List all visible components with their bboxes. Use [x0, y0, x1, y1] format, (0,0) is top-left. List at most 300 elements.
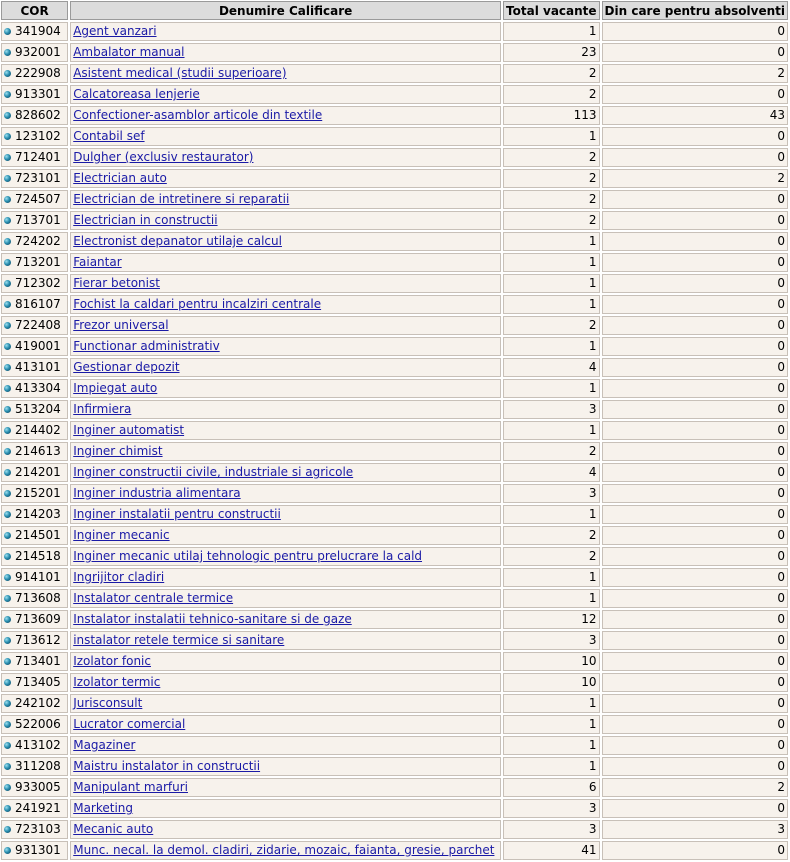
cor-code: 222908: [15, 66, 61, 80]
absolventi-cell: 0: [602, 127, 788, 146]
cor-cell: [1, 568, 68, 587]
table-row: [1, 778, 788, 797]
name-cell: [70, 85, 501, 104]
absolventi-cell: 0: [602, 421, 788, 440]
total-cell: 1: [503, 337, 600, 356]
table-row: [1, 463, 788, 482]
cor-code: 713701: [15, 213, 61, 227]
name-cell: [70, 610, 501, 629]
qualification-link[interactable]: Inginer industria alimentara: [73, 486, 241, 500]
header-name: Denumire Calificare: [70, 1, 501, 20]
name-cell: [70, 841, 501, 860]
absolventi-cell: 0: [602, 148, 788, 167]
table-row: [1, 694, 788, 713]
total-cell: 1: [503, 295, 600, 314]
cor-code: 713405: [15, 675, 61, 689]
total-cell: 2: [503, 190, 600, 209]
name-cell: [70, 505, 501, 524]
qualification-link[interactable]: Inginer chimist: [73, 444, 163, 458]
absolventi-cell: 3: [602, 820, 788, 839]
name-cell: [70, 316, 501, 335]
cor-code: 932001: [15, 45, 61, 59]
header-total: Total vacante: [503, 1, 600, 20]
qualification-link[interactable]: Jurisconsult: [73, 696, 143, 710]
table-row: [1, 610, 788, 629]
absolventi-cell: 43: [602, 106, 788, 125]
table-row: [1, 358, 788, 377]
cor-cell: [1, 316, 68, 335]
cor-cell: [1, 85, 68, 104]
cor-cell: [1, 148, 68, 167]
qualification-link[interactable]: Inginer mecanic: [73, 528, 170, 542]
cor-code: 713401: [15, 654, 61, 668]
cor-cell: [1, 295, 68, 314]
cor-cell: [1, 820, 68, 839]
name-cell: [70, 652, 501, 671]
cor-code: 413101: [15, 360, 61, 374]
bullet-icon: [4, 259, 11, 266]
qualification-link[interactable]: Manipulant marfuri: [73, 780, 188, 794]
bullet-icon: [4, 490, 11, 497]
bullet-icon: [4, 448, 11, 455]
qualification-link[interactable]: Inginer automatist: [73, 423, 185, 437]
table-row: [1, 85, 788, 104]
bullet-icon: [4, 805, 11, 812]
total-cell: 4: [503, 358, 600, 377]
name-cell: [70, 22, 501, 41]
cor-cell: [1, 358, 68, 377]
absolventi-cell: 0: [602, 85, 788, 104]
bullet-icon: [4, 763, 11, 770]
table-row: [1, 526, 788, 545]
name-cell: [70, 757, 501, 776]
qualification-link[interactable]: Gestionar depozit: [73, 360, 180, 374]
qualification-link[interactable]: Mecanic auto: [73, 822, 154, 836]
cor-cell: [1, 631, 68, 650]
cor-code: 419001: [15, 339, 61, 353]
qualification-link[interactable]: Fochist la caldari pentru incalziri centrale: [73, 297, 322, 311]
name-cell: [70, 148, 501, 167]
absolventi-cell: 0: [602, 715, 788, 734]
cor-cell: [1, 673, 68, 692]
total-cell: 3: [503, 631, 600, 650]
bullet-icon: [4, 49, 11, 56]
qualification-link[interactable]: Magaziner: [73, 738, 136, 752]
absolventi-cell: 0: [602, 43, 788, 62]
table-row: [1, 379, 788, 398]
header-row: [1, 1, 788, 20]
header-absolventi: Din care pentru absolventi: [602, 1, 788, 20]
cor-cell: [1, 253, 68, 272]
absolventi-cell: 0: [602, 841, 788, 860]
cor-cell: [1, 22, 68, 41]
bullet-icon: [4, 742, 11, 749]
cor-code: 215201: [15, 486, 61, 500]
cor-cell: [1, 169, 68, 188]
cor-cell: [1, 610, 68, 629]
name-cell: [70, 799, 501, 818]
total-cell: 3: [503, 484, 600, 503]
qualification-link[interactable]: Asistent medical (studii superioare): [73, 66, 287, 80]
absolventi-cell: 0: [602, 736, 788, 755]
qualification-link[interactable]: Marketing: [73, 801, 134, 815]
name-cell: [70, 442, 501, 461]
bullet-icon: [4, 301, 11, 308]
table-row: [1, 22, 788, 41]
qualification-link[interactable]: Functionar administrativ: [73, 339, 220, 353]
absolventi-cell: 0: [602, 631, 788, 650]
cor-cell: [1, 547, 68, 566]
qualification-link[interactable]: instalator retele termice si sanitare: [73, 633, 285, 647]
name-cell: [70, 379, 501, 398]
qualification-link[interactable]: Calcatoreasa lenjerie: [73, 87, 200, 101]
total-cell: 1: [503, 274, 600, 293]
cor-code: 724202: [15, 234, 61, 248]
bullet-icon: [4, 154, 11, 161]
total-cell: 3: [503, 400, 600, 419]
bullet-icon: [4, 574, 11, 581]
bullet-icon: [4, 175, 11, 182]
cor-code: 522006: [15, 717, 61, 731]
cor-code: 214501: [15, 528, 61, 542]
total-cell: 2: [503, 547, 600, 566]
absolventi-cell: 0: [602, 547, 788, 566]
bullet-icon: [4, 385, 11, 392]
cor-cell: [1, 694, 68, 713]
cor-cell: [1, 841, 68, 860]
cor-cell: [1, 526, 68, 545]
qualification-link[interactable]: Agent vanzari: [73, 24, 157, 38]
cor-cell: [1, 274, 68, 293]
bullet-icon: [4, 679, 11, 686]
qualification-link[interactable]: Infirmiera: [73, 402, 132, 416]
total-cell: 2: [503, 526, 600, 545]
cor-cell: [1, 463, 68, 482]
absolventi-cell: 0: [602, 253, 788, 272]
total-cell: 2: [503, 316, 600, 335]
name-cell: [70, 526, 501, 545]
total-cell: 41: [503, 841, 600, 860]
bullet-icon: [4, 406, 11, 413]
qualification-link[interactable]: Inginer mecanic utilaj tehnologic pentru prelucrare la cald: [73, 549, 423, 563]
table-row: [1, 652, 788, 671]
bullet-icon: [4, 112, 11, 119]
absolventi-cell: 0: [602, 190, 788, 209]
cor-code: 722408: [15, 318, 61, 332]
qualification-link[interactable]: Izolator fonic: [73, 654, 151, 668]
cor-cell: [1, 379, 68, 398]
total-cell: 1: [503, 253, 600, 272]
bullet-icon: [4, 847, 11, 854]
qualification-link[interactable]: Instalator instalatii tehnico-sanitare si de gaze: [73, 612, 352, 626]
table-row: [1, 274, 788, 293]
absolventi-cell: 0: [602, 295, 788, 314]
bullet-icon: [4, 70, 11, 77]
cor-cell: [1, 442, 68, 461]
cor-code: 214613: [15, 444, 61, 458]
name-cell: [70, 211, 501, 230]
cor-cell: [1, 778, 68, 797]
total-cell: 1: [503, 22, 600, 41]
qualification-link[interactable]: Electronist depanator utilaje calcul: [73, 234, 282, 248]
cor-cell: [1, 211, 68, 230]
cor-cell: [1, 127, 68, 146]
name-cell: [70, 400, 501, 419]
absolventi-cell: 0: [602, 22, 788, 41]
table-row: [1, 106, 788, 125]
name-cell: [70, 253, 501, 272]
total-cell: 1: [503, 505, 600, 524]
absolventi-cell: 0: [602, 379, 788, 398]
cor-cell: [1, 421, 68, 440]
table-row: [1, 316, 788, 335]
table-row: [1, 253, 788, 272]
qualification-link[interactable]: Fierar betonist: [73, 276, 160, 290]
table-row: [1, 148, 788, 167]
table-row: [1, 736, 788, 755]
cor-code: 214201: [15, 465, 61, 479]
bullet-icon: [4, 238, 11, 245]
total-cell: 4: [503, 463, 600, 482]
total-cell: 10: [503, 673, 600, 692]
cor-code: 413304: [15, 381, 61, 395]
cor-cell: [1, 505, 68, 524]
cor-cell: [1, 106, 68, 125]
name-cell: [70, 190, 501, 209]
cor-code: 311208: [15, 759, 61, 773]
name-cell: [70, 337, 501, 356]
table-row: [1, 757, 788, 776]
qualification-link[interactable]: Maistru instalator in constructii: [73, 759, 261, 773]
cor-code: 723103: [15, 822, 61, 836]
name-cell: [70, 106, 501, 125]
bullet-icon: [4, 658, 11, 665]
cor-code: 513204: [15, 402, 61, 416]
total-cell: 1: [503, 694, 600, 713]
table-row: [1, 568, 788, 587]
name-cell: [70, 715, 501, 734]
absolventi-cell: 0: [602, 526, 788, 545]
bullet-icon: [4, 784, 11, 791]
cor-cell: [1, 190, 68, 209]
cor-cell: [1, 337, 68, 356]
table-row: [1, 505, 788, 524]
cor-cell: [1, 736, 68, 755]
header-cor: COR: [1, 1, 68, 20]
cor-code: 724507: [15, 192, 61, 206]
qualification-link[interactable]: Inginer constructii civile, industriale si agricole: [73, 465, 354, 479]
bullet-icon: [4, 28, 11, 35]
total-cell: 2: [503, 442, 600, 461]
absolventi-cell: 0: [602, 358, 788, 377]
table-row: [1, 442, 788, 461]
bullet-icon: [4, 427, 11, 434]
name-cell: [70, 673, 501, 692]
table-row: [1, 421, 788, 440]
absolventi-cell: 0: [602, 232, 788, 251]
cor-code: 723101: [15, 171, 61, 185]
cor-cell: [1, 799, 68, 818]
qualification-link[interactable]: Impiegat auto: [73, 381, 158, 395]
cor-code: 712302: [15, 276, 61, 290]
cor-code: 931301: [15, 843, 61, 857]
bullet-icon: [4, 91, 11, 98]
table-row: [1, 232, 788, 251]
absolventi-cell: 0: [602, 274, 788, 293]
table-row: [1, 631, 788, 650]
absolventi-cell: 0: [602, 463, 788, 482]
name-cell: [70, 127, 501, 146]
table-row: [1, 547, 788, 566]
name-cell: [70, 568, 501, 587]
name-cell: [70, 358, 501, 377]
absolventi-cell: 0: [602, 799, 788, 818]
absolventi-cell: 0: [602, 400, 788, 419]
cor-code: 713612: [15, 633, 61, 647]
table-row: [1, 169, 788, 188]
name-cell: [70, 169, 501, 188]
name-cell: [70, 463, 501, 482]
total-cell: 2: [503, 211, 600, 230]
name-cell: [70, 484, 501, 503]
absolventi-cell: 0: [602, 316, 788, 335]
qualification-link[interactable]: Lucrator comercial: [73, 717, 186, 731]
table-row: [1, 841, 788, 860]
cor-code: 713201: [15, 255, 61, 269]
total-cell: 2: [503, 169, 600, 188]
table-row: [1, 799, 788, 818]
qualification-link[interactable]: Faiantar: [73, 255, 122, 269]
total-cell: 23: [503, 43, 600, 62]
bullet-icon: [4, 364, 11, 371]
absolventi-cell: 0: [602, 589, 788, 608]
qualification-link[interactable]: Frezor universal: [73, 318, 169, 332]
qualification-link[interactable]: Electrician in constructii: [73, 213, 218, 227]
total-cell: 12: [503, 610, 600, 629]
cor-code: 712401: [15, 150, 61, 164]
qualification-link[interactable]: Inginer instalatii pentru constructii: [73, 507, 281, 521]
qualification-link[interactable]: Izolator termic: [73, 675, 161, 689]
bullet-icon: [4, 826, 11, 833]
name-cell: [70, 232, 501, 251]
table-row: [1, 337, 788, 356]
name-cell: [70, 64, 501, 83]
cor-cell: [1, 64, 68, 83]
cor-code: 816107: [15, 297, 61, 311]
table-row: [1, 64, 788, 83]
absolventi-cell: 2: [602, 64, 788, 83]
total-cell: 1: [503, 421, 600, 440]
absolventi-cell: 0: [602, 442, 788, 461]
table-row: [1, 673, 788, 692]
total-cell: 2: [503, 85, 600, 104]
bullet-icon: [4, 280, 11, 287]
total-cell: 1: [503, 736, 600, 755]
cor-code: 713609: [15, 612, 61, 626]
qualification-link[interactable]: Dulgher (exclusiv restaurator): [73, 150, 254, 164]
name-cell: [70, 631, 501, 650]
cor-code: 341904: [15, 24, 61, 38]
cor-code: 241921: [15, 801, 61, 815]
qualification-link[interactable]: Ingrijitor cladiri: [73, 570, 165, 584]
table-row: [1, 715, 788, 734]
table-row: [1, 589, 788, 608]
table-row: [1, 190, 788, 209]
cor-code: 828602: [15, 108, 61, 122]
qualification-link[interactable]: Contabil sef: [73, 129, 145, 143]
name-cell: [70, 295, 501, 314]
bullet-icon: [4, 322, 11, 329]
bullet-icon: [4, 469, 11, 476]
cor-code: 914101: [15, 570, 61, 584]
total-cell: 10: [503, 652, 600, 671]
absolventi-cell: 2: [602, 169, 788, 188]
cor-code: 913301: [15, 87, 61, 101]
absolventi-cell: 2: [602, 778, 788, 797]
total-cell: 1: [503, 757, 600, 776]
qualification-link[interactable]: Electrician de intretinere si reparatii: [73, 192, 290, 206]
absolventi-cell: 0: [602, 757, 788, 776]
name-cell: [70, 421, 501, 440]
name-cell: [70, 43, 501, 62]
cor-code: 713608: [15, 591, 61, 605]
qualification-link[interactable]: Confectioner-asamblor articole din textile: [73, 108, 323, 122]
bullet-icon: [4, 616, 11, 623]
cor-cell: [1, 652, 68, 671]
qualification-link[interactable]: Ambalator manual: [73, 45, 185, 59]
cor-code: 214402: [15, 423, 61, 437]
bullet-icon: [4, 637, 11, 644]
total-cell: 2: [503, 148, 600, 167]
bullet-icon: [4, 532, 11, 539]
name-cell: [70, 547, 501, 566]
bullet-icon: [4, 721, 11, 728]
total-cell: 1: [503, 715, 600, 734]
table-row: [1, 400, 788, 419]
qualification-link[interactable]: Electrician auto: [73, 171, 167, 185]
table-row: [1, 211, 788, 230]
absolventi-cell: 0: [602, 568, 788, 587]
absolventi-cell: 0: [602, 211, 788, 230]
total-cell: 113: [503, 106, 600, 125]
total-cell: 6: [503, 778, 600, 797]
qualification-link[interactable]: Instalator centrale termice: [73, 591, 234, 605]
bullet-icon: [4, 511, 11, 518]
total-cell: 1: [503, 232, 600, 251]
qualification-link[interactable]: Munc. necal. la demol. cladiri, zidarie, mozaic, faianta, gresie, parchet: [73, 843, 495, 857]
total-cell: 3: [503, 799, 600, 818]
cor-cell: [1, 400, 68, 419]
absolventi-cell: 0: [602, 673, 788, 692]
total-cell: 1: [503, 127, 600, 146]
bullet-icon: [4, 343, 11, 350]
total-cell: 1: [503, 568, 600, 587]
name-cell: [70, 694, 501, 713]
absolventi-cell: 0: [602, 694, 788, 713]
absolventi-cell: 0: [602, 337, 788, 356]
table-row: [1, 127, 788, 146]
bullet-icon: [4, 217, 11, 224]
cor-cell: [1, 715, 68, 734]
table-row: [1, 820, 788, 839]
name-cell: [70, 820, 501, 839]
cor-cell: [1, 589, 68, 608]
absolventi-cell: 0: [602, 652, 788, 671]
name-cell: [70, 589, 501, 608]
cor-code: 214518: [15, 549, 61, 563]
bullet-icon: [4, 133, 11, 140]
name-cell: [70, 274, 501, 293]
